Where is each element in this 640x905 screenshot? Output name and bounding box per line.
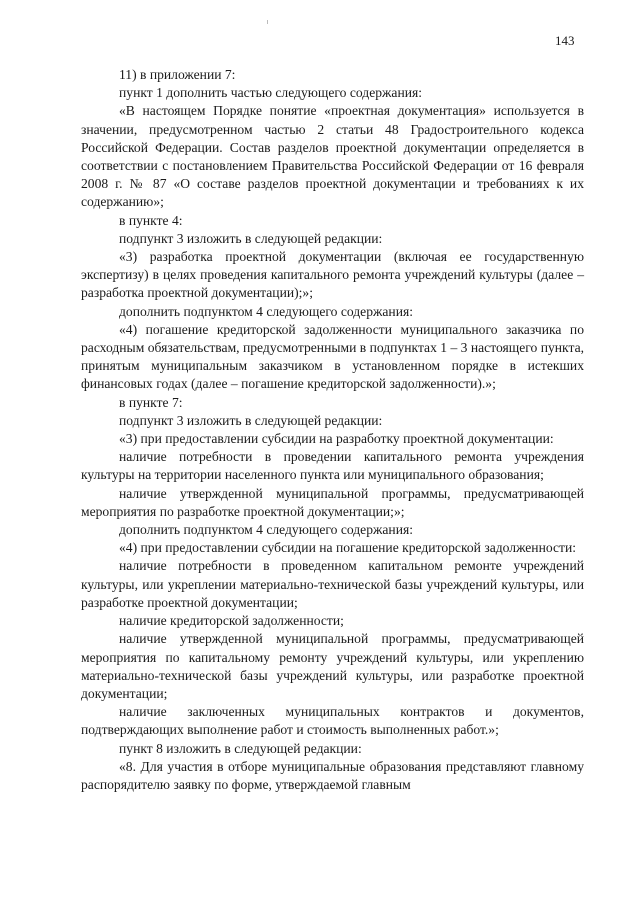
paragraph: «В настоящем Порядке понятие «проектная документация» используется в значении, предусмотренном частью 2 статьи 48 Градостроительного кодекса Российской Федерации. Состав разделов проектной документации определяется в соответствии с постановлением Правительства Российской Федерации от 16 февраля 2008 г. № 87 «О составе разделов проектной документации и требованиях к их содержанию»; <box>81 103 584 210</box>
page-number: 143 <box>555 33 575 48</box>
document-body <box>81 66 584 794</box>
paragraph: в пункте 7: <box>119 394 183 410</box>
paragraph: 11) в приложении 7: <box>119 67 236 82</box>
paragraph: дополнить подпунктом 4 следующего содержания: <box>119 522 414 538</box>
paragraph: пункт 1 дополнить частью следующего содержания: <box>119 85 423 101</box>
scan-mark <box>267 20 268 24</box>
paragraph: дополнить подпунктом 4 следующего содержания: <box>119 303 414 319</box>
paragraph: наличие утвержденной муниципальной программы, предусматривающей мероприятия по капитальному ремонту учреждений культуры, или укреплению материально-технической базы учреждений культуры, или разработке проектной документации; <box>81 631 584 701</box>
paragraph: «4) погашение кредиторской задолженности муниципального заказчика по расходным обязательствам, предусмотренными в подпунктах 1 – 3 настоящего пункта, принятым муниципальным заказчиком в установленном порядке в истекших финансовых годах (далее – погашение кредиторской задолженности).»; <box>81 321 585 392</box>
paragraph: подпункт 3 изложить в следующей редакции: <box>119 230 383 246</box>
paragraph: «4) при предоставлении субсидии на погашение кредиторской задолженности: <box>119 540 577 556</box>
paragraph: наличие заключенных муниципальных контрактов и документов, подтверждающих выполнение работ и стоимость выполненных работ.»; <box>81 704 584 738</box>
paragraph: наличие потребности в проведении капитального ремонта учреждения культуры на территории населенного пункта или муниципального образования; <box>81 449 584 483</box>
paragraph: наличие потребности в проведенном капитальном ремонте учреждений культуры, или укреплении материально-технической базы учреждений культуры, или разработке проектной документации; <box>81 558 584 610</box>
paragraph: подпункт 3 изложить в следующей редакции: <box>119 412 383 428</box>
paragraph: «8. Для участия в отборе муниципальные образования представляют главному распорядителю заявку по форме, утверждаемой главным <box>81 758 584 792</box>
paragraph: наличие утвержденной муниципальной программы, предусматривающей мероприятия по разработке проектной документации;»; <box>81 485 584 519</box>
paragraph: пункт 8 изложить в следующей редакции: <box>119 740 362 756</box>
paragraph: «3) разработка проектной документации (включая ее государственную экспертизу) в целях проведения капитального ремонта учреждений культуры (далее – разработка проектной документации);»; <box>81 249 584 301</box>
paragraph: в пункте 4: <box>119 212 183 228</box>
paragraph: «3) при предоставлении субсидии на разработку проектной документации: <box>119 431 554 447</box>
paragraph: наличие кредиторской задолженности; <box>119 613 344 629</box>
